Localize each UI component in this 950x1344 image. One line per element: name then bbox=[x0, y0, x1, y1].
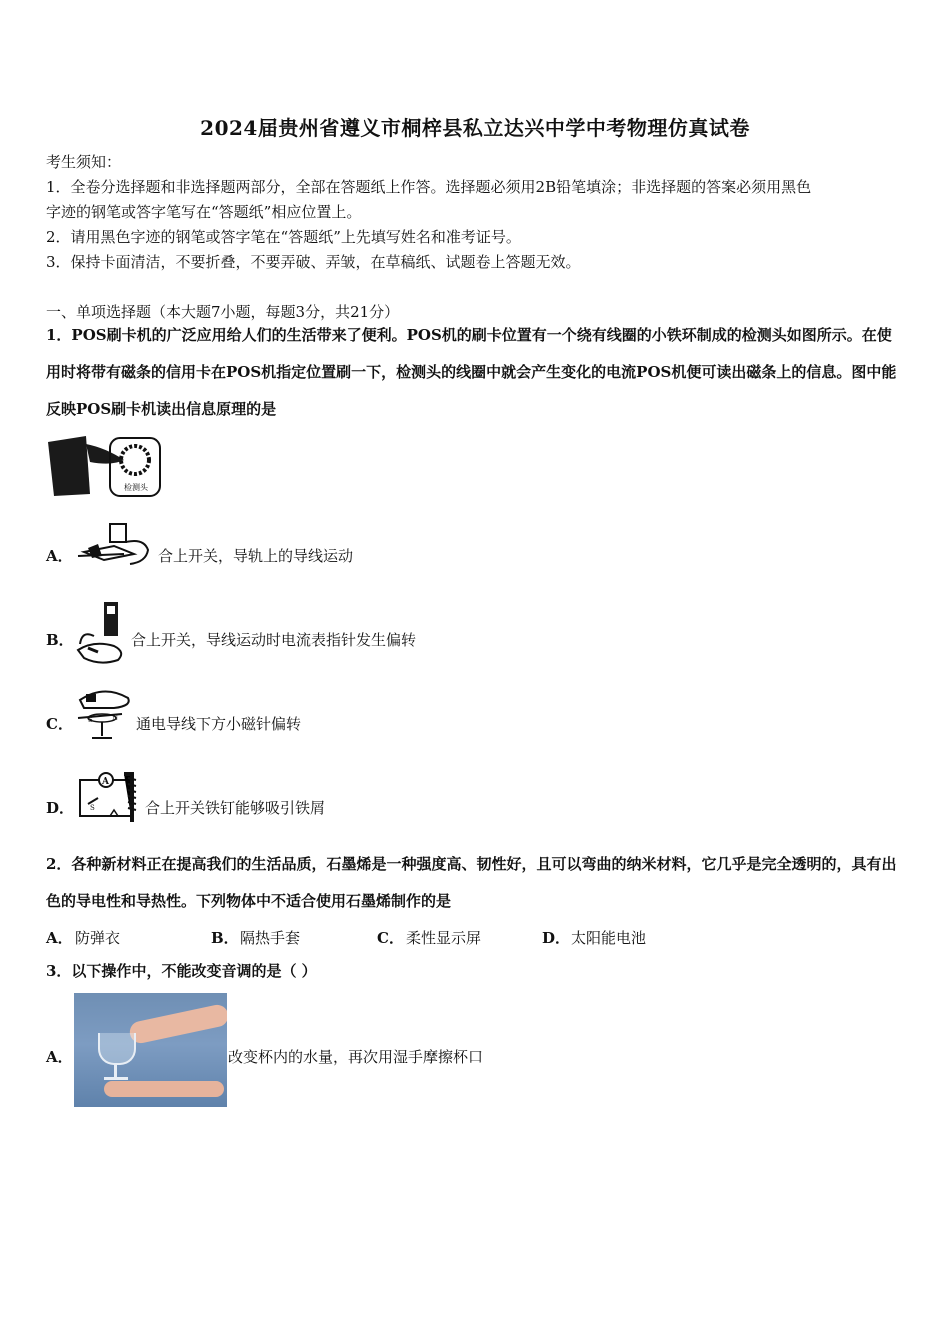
notice-item-1-line-2: 字迹的钢笔或答字笔写在“答题纸”相应位置上。 bbox=[46, 203, 362, 221]
q2-option-c-letter: C． bbox=[377, 929, 404, 947]
question-3-stem: 3．以下操作中，不能改变音调的是（ ） bbox=[46, 962, 317, 980]
page-title: 2024届贵州省遵义市桐梓县私立达兴中学中考物理仿真试卷 bbox=[200, 116, 750, 140]
q1-option-a-letter: A． bbox=[46, 547, 73, 565]
q2-option-b-letter: B． bbox=[211, 929, 239, 947]
notice-item-1-line-1: 1．全卷分选择题和非选择题两部分，全部在答题纸上作答。选择题必须用2B铅笔填涂；非选择题的答案必须用黑色 bbox=[46, 178, 812, 196]
svg-text:S: S bbox=[88, 716, 93, 724]
q2-option-c-text: 柔性显示屏 bbox=[406, 929, 482, 947]
wine-glass-icon bbox=[98, 1033, 136, 1065]
q2-option-d-text: 太阳能电池 bbox=[571, 929, 647, 947]
svg-text:S: S bbox=[90, 804, 95, 812]
notice-item-2: 2．请用黑色字迹的钢笔或答字笔在“答题纸”上先填写姓名和准考证号。 bbox=[46, 228, 521, 246]
q2-option-a-letter: A． bbox=[46, 929, 73, 947]
q2-option-b-text: 隔热手套 bbox=[240, 929, 301, 947]
q3-option-a-text: 改变杯内的水量，再次用湿手摩擦杯口 bbox=[228, 1048, 484, 1066]
svg-text:N: N bbox=[112, 714, 119, 722]
q1-option-d-text: 合上开关铁钉能够吸引铁屑 bbox=[145, 799, 326, 817]
wine-glass-photo bbox=[74, 993, 227, 1107]
notice-item-3: 3．保持卡面清洁，不要折叠，不要弄破、弄皱，在草稿纸、试题卷上答题无效。 bbox=[46, 253, 581, 271]
svg-text:A: A bbox=[102, 777, 109, 787]
pos-card-shape bbox=[48, 436, 90, 496]
detector-coil-icon bbox=[121, 446, 149, 474]
generator-galvanometer-figure bbox=[74, 600, 130, 666]
q1-option-c-letter: C． bbox=[46, 715, 73, 733]
question-1-stem: 1．POS刷卡机的广泛应用给人们的生活带来了便利。POS机的刷卡位置有一个绕有线圈的小铁环制成的检测头如图所示。在使用时将带有磁条的信用卡在POS机指定位置刷一下，检测头的线圈中就会产生变化的电流POS机便可读出磁条上的信息。图中能反映POS刷卡机读出信息原理的是 bbox=[46, 326, 897, 418]
pos-slot-shape bbox=[86, 444, 124, 464]
q2-option-d-letter: D． bbox=[542, 929, 571, 947]
motor-rail-figure bbox=[74, 518, 156, 570]
q1-option-b-text: 合上开关，导线运动时电流表指针发生偏转 bbox=[131, 631, 417, 649]
q3-option-a-letter: A． bbox=[46, 1048, 73, 1066]
electromagnet-nail-figure bbox=[74, 770, 142, 826]
section-heading: 一、单项选择题（本大题7小题，每题3分，共21分） bbox=[46, 303, 400, 321]
pos-reader-figure bbox=[46, 434, 164, 500]
notice-heading: 考生须知： bbox=[46, 153, 122, 171]
q2-option-a-text: 防弹衣 bbox=[75, 929, 121, 947]
lower-hand-shape bbox=[104, 1081, 224, 1097]
q1-option-c-text: 通电导线下方小磁针偏转 bbox=[136, 715, 302, 733]
q1-option-d-letter: D． bbox=[46, 799, 75, 817]
q1-option-a-text: 合上开关，导轨上的导线运动 bbox=[158, 547, 354, 565]
upper-hand-shape bbox=[128, 1003, 227, 1045]
q1-option-b-letter: B． bbox=[46, 631, 74, 649]
figure-label: 检测头 bbox=[124, 483, 148, 492]
oersted-experiment-figure bbox=[74, 686, 134, 744]
question-2-stem: 2．各种新材料正在提高我们的生活品质，石墨烯是一种强度高、韧性好，且可以弯曲的纳米材料，它几乎是完全透明的，具有出色的导电性和导热性。下列物体中不适合使用石墨烯制作的是 bbox=[46, 855, 897, 910]
